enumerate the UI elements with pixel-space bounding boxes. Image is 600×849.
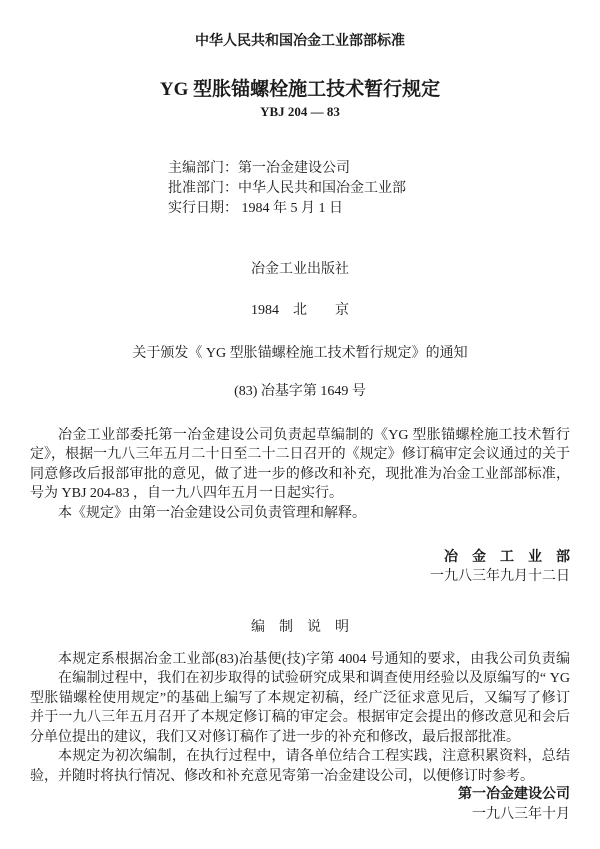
explanation-line: 分单位提出的建议，我们又对修订稿作了进一步的补充和修改，最后报部批准。 [30, 730, 520, 745]
notice-title: 关于颁发《 YG 型胀锚螺栓施工技术暂行规定》的通知 [132, 346, 468, 361]
notice-line: 定》，根据一九八三年五月二十日至二十二日召开的《规定》修订稿审定会议通过的关于 [30, 447, 570, 462]
explanation-line: 本规定系根据冶金工业部(83)冶基便(技)字第 4004 号通知的要求，由我公司负责编 [58, 652, 570, 667]
effective-date: 实行日期： 1984 年 5 月 1 日 [168, 201, 343, 216]
notice-signer: 冶 金 工 业 部 [444, 550, 570, 565]
explanation-line: 验，并随时将执行情况、修改和补充意见寄第一冶金建设公司，以便修订时参考。 [30, 769, 534, 784]
explanation-line: 型胀锚螺栓使用规定”的基础上编写了本规定初稿，经广泛征求意见后，又编写了修订 [30, 691, 570, 706]
notice-date: 一九八三年九月十二日 [430, 569, 570, 584]
notice-line: 冶金工业部委托第一冶金建设公司负责起草编制的《YG 型胀锚螺栓施工技术暂行 [58, 428, 570, 443]
chief-editor: 主编部门：第一冶金建设公司 [168, 161, 350, 176]
notice-line: 号为 YBJ 204-83 ，自一九八四年五月一日起实行。 [30, 486, 344, 501]
explanation-line: 在编制过程中，我们在初步取得的试验研究成果和调查使用经验以及原编写的“ YG [58, 671, 570, 686]
notice-line: 同意修改后报部审批的意见，做了进一步的修改和补充，现批准为冶金工业部部标准， [30, 467, 570, 482]
notice-line: 本《规定》由第一冶金建设公司负责管理和解释。 [58, 506, 366, 521]
notice-number: (83) 冶基字第 1649 号 [234, 384, 366, 399]
publication-place: 1984 北 京 [251, 303, 349, 318]
explanation-title: 编 制 说 明 [251, 620, 349, 635]
approving-department: 批准部门：中华人民共和国冶金工业部 [168, 181, 406, 196]
explanation-date: 一九八三年十月 [472, 807, 570, 822]
document-title: YG 型胀锚螺栓施工技术暂行规定 [159, 79, 441, 100]
standard-header: 中华人民共和国冶金工业部部标准 [195, 34, 405, 49]
publisher: 冶金工业出版社 [251, 262, 349, 277]
standard-code: YBJ 204 — 83 [260, 104, 340, 119]
explanation-signer: 第一冶金建设公司 [458, 787, 570, 802]
explanation-line: 本规定为初次编制，在执行过程中，请各单位结合工程实践，注意积累资料，总结 [58, 749, 570, 764]
explanation-line: 并于一九八三年五月召开了本规定修订稿的审定会。根据审定会提出的修改意见和会后 [30, 710, 570, 725]
